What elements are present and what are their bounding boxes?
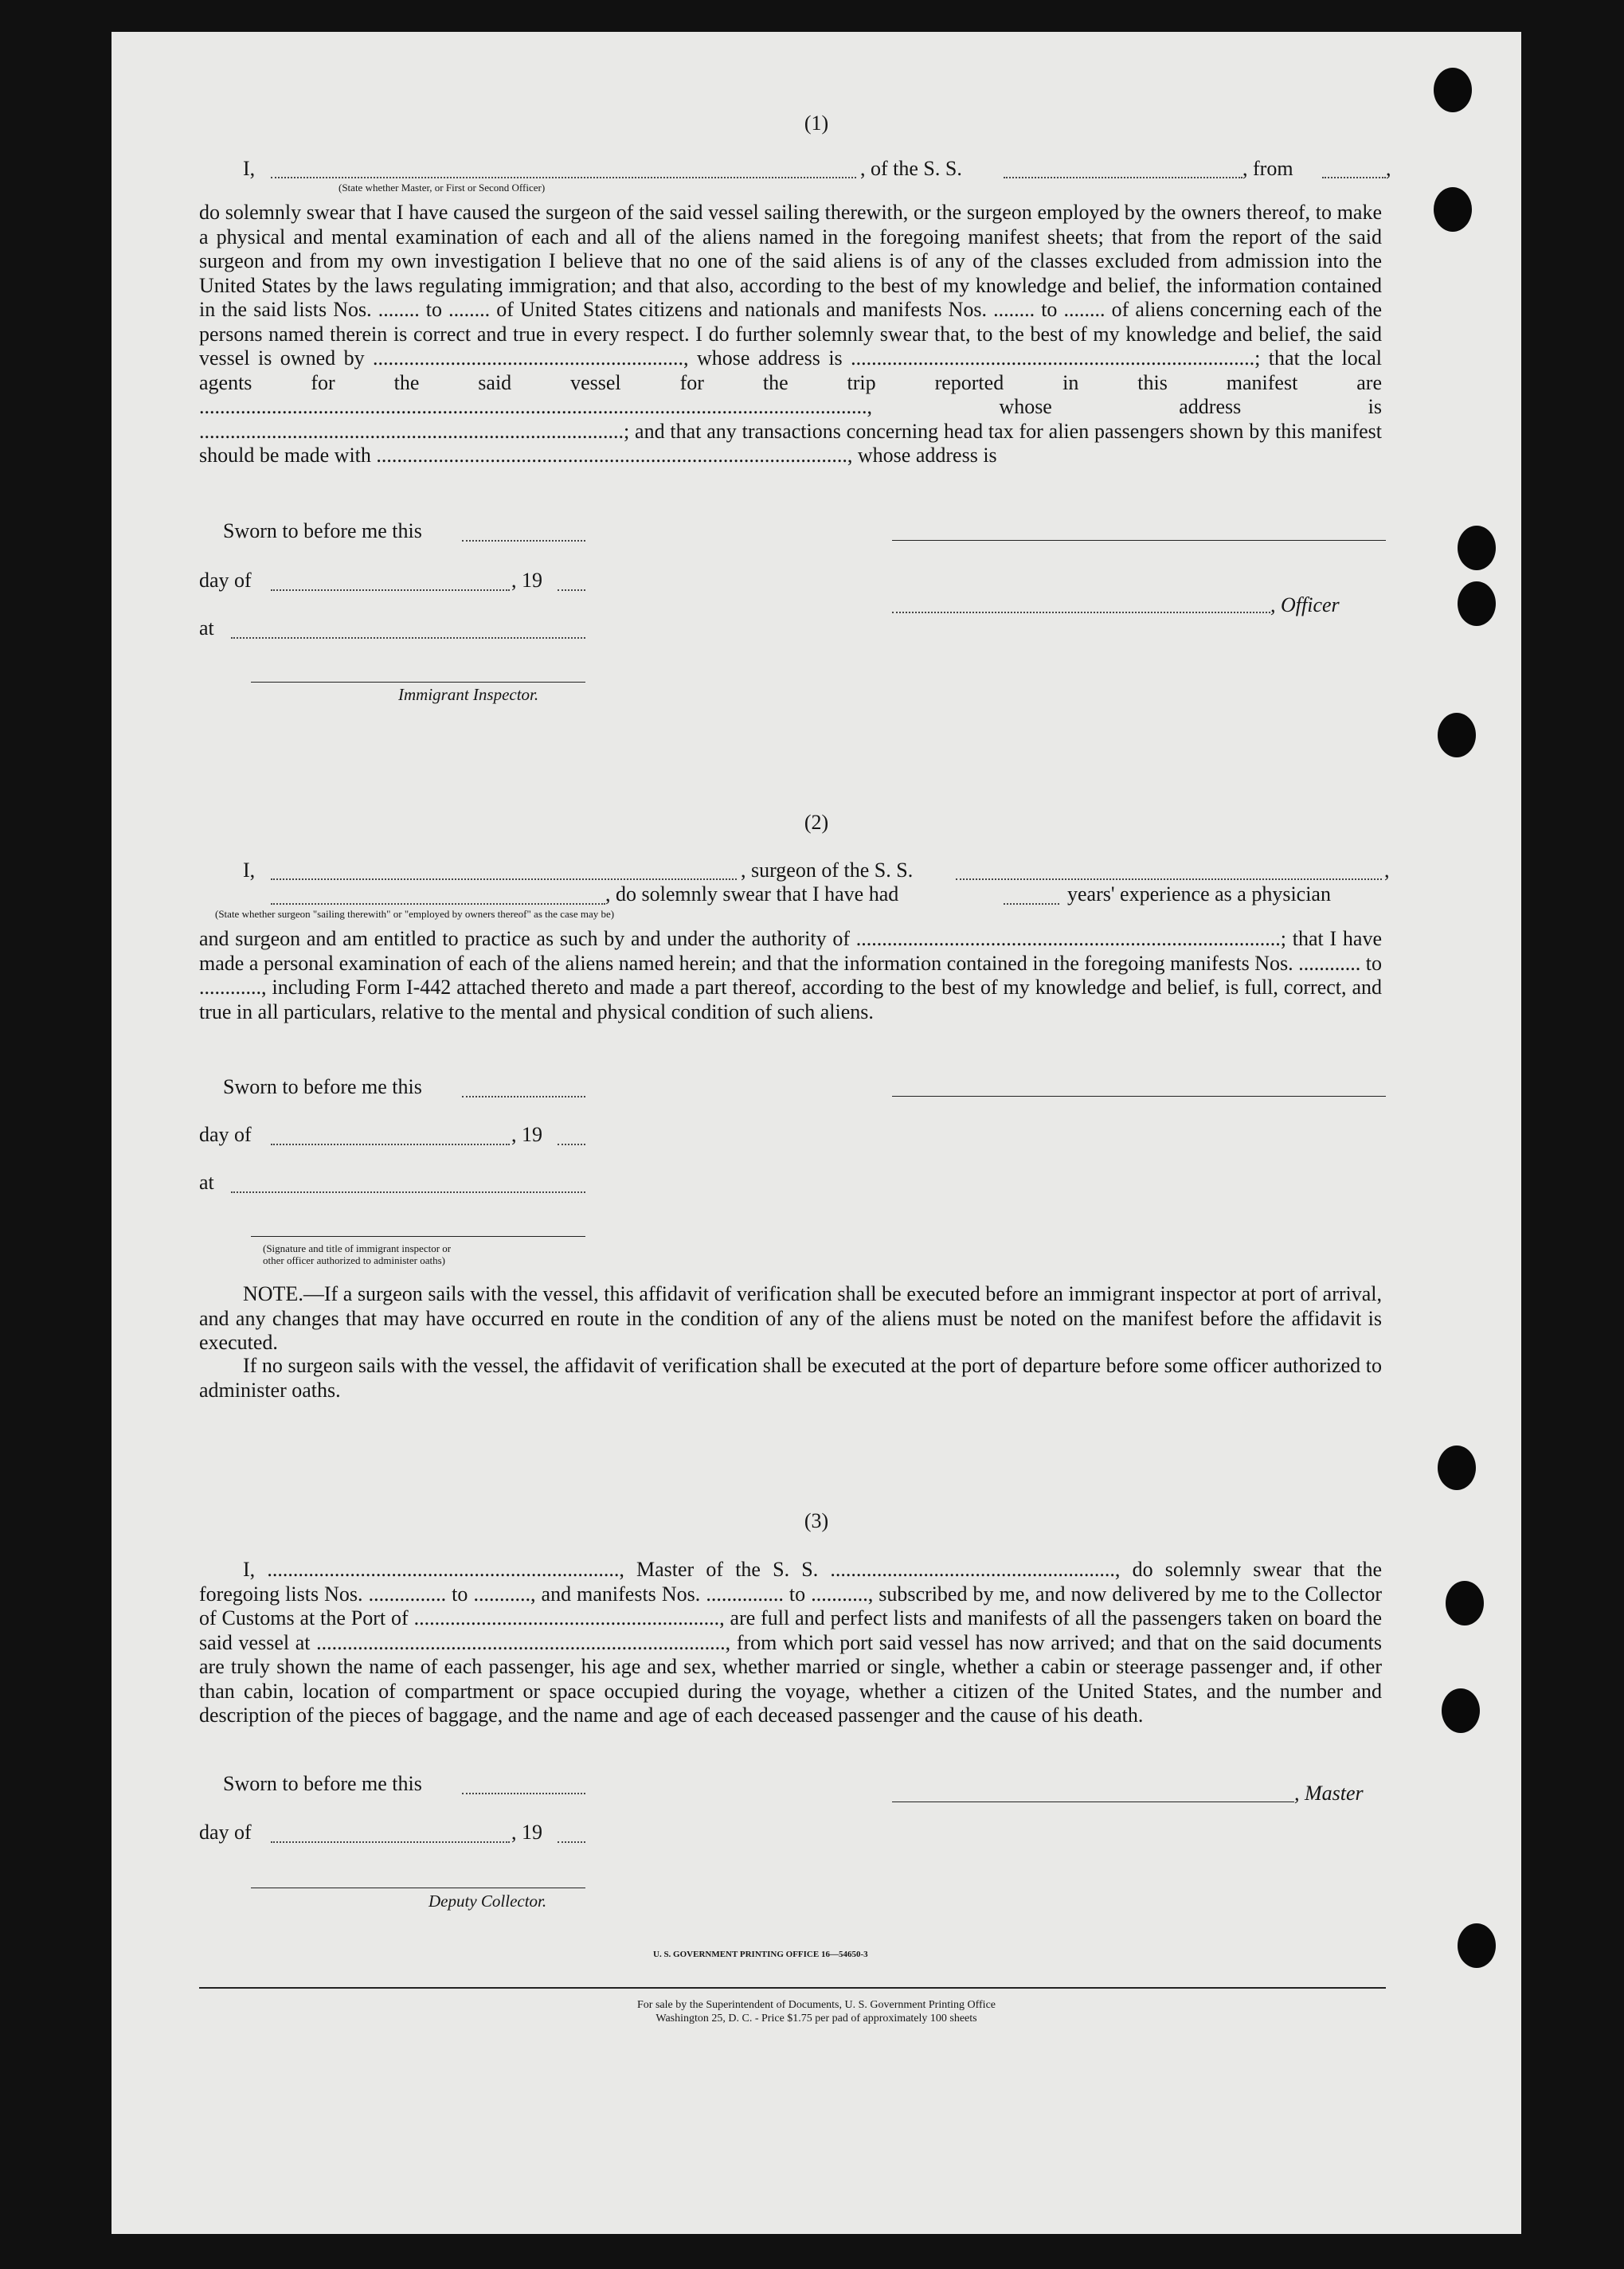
surgeon-vessel-label: , surgeon of the S. S. [741, 859, 914, 882]
footer-rule [199, 1987, 1386, 1989]
day-of-label: day of [199, 1123, 252, 1146]
day-month-field[interactable] [271, 1841, 510, 1843]
officer-name-field[interactable] [892, 612, 1270, 613]
sworn-label: Sworn to before me this [223, 1772, 422, 1795]
signature-note: other officer authorized to administer oaths) [263, 1254, 445, 1266]
punch-hole [1434, 187, 1472, 232]
from-port-field[interactable] [1322, 177, 1386, 178]
officer-title: , Officer [1270, 593, 1340, 616]
punch-hole [1458, 1923, 1496, 1968]
comma: , [1386, 157, 1391, 180]
day-of-label: day of [199, 1821, 252, 1844]
note-paragraph [199, 1354, 1382, 1402]
sworn-label: Sworn to before me this [223, 519, 422, 542]
note-paragraph [199, 1282, 1382, 1356]
master-oath-text: I, ...................................................................., Master of the S. S. ......................................................., do solemnly swear that the foregoing lists Nos. ............... to ..........., and manifests Nos. ............... to ..........., subscribed by me, and now delivered by me to the Collector of Customs at the Port of ..........................................................., are full and perfect lists and manifests of all the passengers taken on board the said vessel at ..............................................................................., from which port said vessel has now arrived; and that on the said documents are truly shown the name of each passenger, his age and sex, whether married or single, whether a cabin or steerage passenger and, if other than cabin, location of compartment or space occupied during the voyage, whether a citizen of the United States, and the number and description of the pieces of baggage, and the name and age of each deceased passenger and the cause of his death. [199, 1558, 1382, 1727]
footer-line: For sale by the Superintendent of Documents, U. S. Government Printing Office [637, 1999, 996, 2011]
punch-hole [1438, 1446, 1476, 1490]
surgeon-status-field[interactable] [271, 903, 605, 905]
vessel-label: , of the S. S. [860, 157, 962, 180]
section-number: (3) [804, 1509, 829, 1532]
inspector-signature-line[interactable] [251, 682, 585, 683]
signature-note: (Signature and title of immigrant inspector or [263, 1242, 452, 1254]
sworn-date-field[interactable] [462, 1793, 585, 1794]
surgeon-prefix: I, [243, 859, 256, 882]
vessel-name-field[interactable] [1004, 177, 1242, 178]
oath-paragraph-3 [199, 1558, 1382, 1728]
day-month-field[interactable] [271, 589, 510, 591]
at-place-field[interactable] [231, 1191, 585, 1193]
section-number: (2) [804, 811, 829, 834]
from-label: , from [1242, 157, 1293, 180]
punch-hole [1442, 1688, 1480, 1733]
punch-hole [1434, 68, 1472, 112]
year-label: , 19 [511, 569, 542, 592]
officer-rank-note: (State whether Master, or First or Second Officer) [338, 182, 546, 194]
note-text: NOTE.—If a surgeon sails with the vessel, this affidavit of verification shall be executed before an immigrant inspector at port of arrival, and any changes that may have occurred en route in the condition of any of the aliens must be noted on the manifest before the affidavit is executed. [199, 1282, 1382, 1354]
at-label: at [199, 616, 214, 640]
officer-signature-line[interactable] [892, 540, 1386, 541]
sworn-date-field[interactable] [462, 540, 585, 542]
comma: , [1384, 859, 1390, 882]
year-label: , 19 [511, 1123, 542, 1146]
collector-title: Deputy Collector. [429, 1891, 547, 1911]
sworn-label: Sworn to before me this [223, 1075, 422, 1098]
oath-paragraph-1: do solemnly swear that I have caused the surgeon of the said vessel sailing therewith, or the surgeon employed by the owners thereof, to make a physical and mental examination of each and all of the aliens named in the foregoing manifest sheets; that from the report of the said surgeon and from my own investigation I believe that no one of the said aliens is of any of the classes excluded from admission into the United States by the laws regulating immigration; and that also, according to the best of my knowledge and belief, the information contained in the said lists Nos. ........ to ........ of United States citizens and nationals and manifests Nos. ........ to ........ of aliens concerning each of the persons named therein is correct and true in every respect. I do further solemnly swear that, to the best of my knowledge and belief, the said vessel is owned by ............................................................, whose address is ..............................................................................; that the local agents for the said vessel for the trip reported in this manifest are ................................................................................................................................., whose address is ..................................................................................; and that any transactions concerning head tax for alien passengers shown by this manifest should be made with ..........................................................................................., whose address is [199, 201, 1382, 467]
at-label: at [199, 1171, 214, 1194]
surgeon-signature-line[interactable] [892, 1096, 1386, 1097]
at-place-field[interactable] [231, 637, 585, 639]
years-label: , do solemnly swear that I have had [605, 882, 899, 906]
year-label: , 19 [511, 1821, 542, 1844]
footer-line: Washington 25, D. C. - Price $1.75 per pad of approximately 100 sheets [655, 2013, 977, 2024]
section-number: (1) [804, 111, 829, 135]
year-field[interactable] [558, 1144, 585, 1145]
inspector-title: Immigrant Inspector. [398, 685, 539, 704]
day-of-label: day of [199, 569, 252, 592]
punch-hole [1446, 1581, 1484, 1625]
year-field[interactable] [558, 1841, 585, 1843]
day-month-field[interactable] [271, 1144, 510, 1145]
form-page [112, 32, 1521, 2234]
inspector-signature-line[interactable] [251, 1236, 585, 1237]
punch-hole [1458, 581, 1496, 626]
surgeon-vessel-field[interactable] [956, 878, 1382, 880]
note-text: If no surgeon sails with the vessel, the affidavit of verification shall be executed at the port of departure before some officer authorized to administer oaths. [199, 1354, 1382, 1402]
year-field[interactable] [558, 589, 585, 591]
affiant-prefix: I, [243, 157, 256, 180]
physician-label: years' experience as a physician [1067, 882, 1331, 906]
sworn-date-field[interactable] [462, 1096, 585, 1097]
surgeon-name-field[interactable] [271, 878, 737, 880]
master-title: , Master [1294, 1782, 1364, 1805]
punch-hole [1458, 526, 1496, 570]
surgeon-status-note: (State whether surgeon "sailing therewith" or "employed by owners thereof" as the case may be) [215, 908, 615, 920]
affiant-name-field[interactable] [271, 177, 856, 178]
oath-paragraph-2: and surgeon and am entitled to practice as such by and under the authority of ..................................................................................; that I have made a personal examination of each of the aliens named herein; and that the information contained in the foregoing manifests Nos. ............ to ............, including Form I-442 attached thereto and made a part thereof, according to the best of my knowledge and belief, is full, correct, and true in all particulars, relative to the mental and physical condition of such aliens. [199, 927, 1382, 1023]
printer-imprint: U. S. GOVERNMENT PRINTING OFFICE 16—54650-3 [653, 1950, 868, 1959]
punch-hole [1438, 713, 1476, 757]
years-field[interactable] [1004, 903, 1059, 905]
